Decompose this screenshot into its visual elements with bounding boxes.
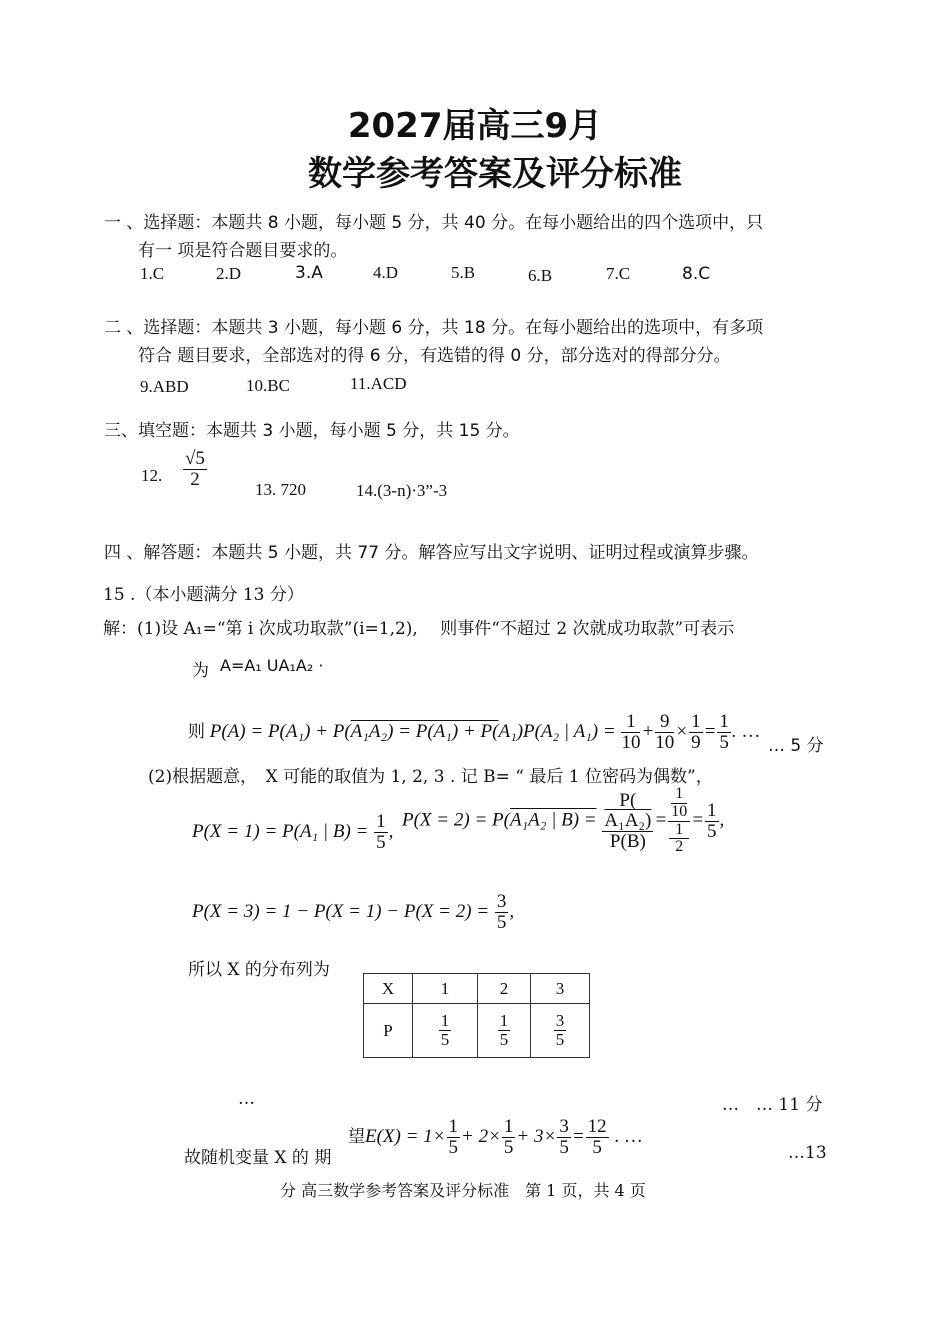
section2-heading-line2: 符合 题目要求，全部选对的得 6 分，有选错的得 0 分，部分选对的得部分分。: [138, 346, 731, 366]
answer-2: 2.D: [216, 264, 242, 283]
answer-11: 11.ACD: [350, 374, 407, 393]
expect-f2-den: 5: [503, 1136, 514, 1158]
px2-bignum-b: A₁A₂): [604, 809, 652, 831]
equation-px3: P(X = 3) = 1 − P(X = 1) − P(X = 2) = $\frac{3}{5}$ ,: [192, 891, 515, 933]
equation-px1: P(X = 1) = P(A₁ | B) = $\frac{1}{5}$ ,: [192, 811, 394, 853]
eq1-f4-den: 5: [719, 731, 729, 753]
answer-5: 5.B: [451, 263, 476, 282]
expect-f4-num: 12: [587, 1116, 607, 1137]
prob-num: 1: [499, 1011, 509, 1031]
q15-part1-line2-prefix: 为: [192, 661, 209, 681]
px3-lhs: P(X = 3) = 1 − P(X = 1) − P(X = 2) =: [192, 900, 490, 922]
table-header-row: [364, 974, 590, 1004]
answer-7: 7.C: [606, 264, 631, 283]
section3-heading: 三、填空题：本题共 3 小题，每小题 5 分，共 15 分。: [104, 421, 520, 441]
px2-cden-den: 2: [675, 838, 684, 856]
px2-rden: 5: [707, 820, 717, 842]
score-11: … … 11 分: [722, 1095, 823, 1115]
prob-den: 5: [499, 1030, 509, 1049]
eq1-f2-den: 10: [655, 731, 675, 753]
answer-6: 6.B: [528, 266, 553, 285]
answer-8: 8.C: [682, 264, 711, 284]
px2-bigden: P(B): [609, 830, 646, 852]
equation-pa: 则 P(A) = P(A₁) + P(A₁A₂) = P(A₁) + P(A₁)P(A₂ | A₁) = $\frac{1}{10}$ + $\frac{9}{10}$ × $\frac{1}{9}$ = $\frac{1}{5}$ . …: [188, 711, 761, 753]
expectation-prefix: 故随机变量 X 的 期: [184, 1148, 332, 1168]
equation-expectation: [348, 1117, 643, 1158]
q13-answer: 13. 720: [255, 480, 306, 499]
dots-left: …: [238, 1089, 255, 1109]
title-line-2: 数学参考答案及评分标准: [308, 154, 682, 194]
eq1-bar-a1-2: A₁)P(A₂ |: [498, 720, 574, 742]
px3-den: 5: [496, 911, 507, 933]
eq1-f3-den: 9: [691, 731, 701, 753]
px2-cnum-den: 10: [671, 802, 688, 820]
answer-9: 9.ABD: [140, 377, 189, 396]
px2-bignum-a: P(: [619, 789, 637, 811]
prob-num: 1: [440, 1011, 450, 1031]
distribution-intro: 所以 X 的分布列为: [188, 960, 330, 980]
eq1-f3-num: 1: [691, 711, 701, 732]
q15-header: 15 .（本小题满分 13 分）: [103, 585, 304, 605]
expect-term2: + 2×: [461, 1125, 501, 1147]
table-row-label: P: [364, 1004, 413, 1058]
answer-3: 3.A: [295, 263, 323, 283]
q12-numerator: √5: [185, 448, 205, 469]
table-cell: [478, 1004, 531, 1058]
px2-rnum: 1: [707, 799, 717, 821]
q15-event-formula: A=A₁ UA₁A₂ ·: [220, 656, 324, 675]
page-footer: 分 高三数学参考答案及评分标准 第 1 页，共 4 页: [280, 1181, 646, 1200]
q15-part1-line1: 解：(1)设 A₁=“第 i 次成功取款”(i=1,2), 则事件“不超过 2 次就成功取款”可表示: [103, 619, 735, 639]
eq1-f4-num: 1: [719, 711, 729, 732]
px1-den: 5: [376, 831, 386, 853]
prob-num: 3: [555, 1011, 565, 1031]
score-13: …13: [788, 1143, 827, 1163]
eq1-f1-den: 10: [621, 731, 641, 753]
eq1-score: … 5 分: [768, 736, 824, 756]
prob-den: 5: [555, 1030, 565, 1049]
table-header-cell: X: [364, 974, 413, 1004]
expect-term3: + 3×: [516, 1125, 557, 1147]
px2-mid: A₁A₂ | B) =: [509, 809, 597, 831]
px3-num: 3: [496, 891, 507, 912]
expect-f3-num: 3: [559, 1116, 569, 1137]
eq1-prefix: 则: [188, 721, 205, 742]
q12-answer-fraction: [182, 449, 208, 490]
table-row: [364, 1004, 590, 1058]
title-line-1: 2027届高三9月: [347, 106, 603, 146]
q15-part2-line: (2)根据题意， X 可能的取值为 1, 2, 3 . 记 B= “ 最后 1 位密码为偶数”，: [148, 767, 713, 787]
eq1-lhs: P(A) = P(A₁) + P(: [209, 720, 351, 742]
section4-heading: 四 、解答题：本题共 5 小题，共 77 分。解答应写出文字说明、证明过程或演算步骤。: [104, 543, 759, 563]
table-cell: [531, 1004, 590, 1058]
equation-px2: P(X = 2) = P(A₁A₂ | B) = P( A₁A₂) P(B) = 1 10 1 2 = $\frac{1}{5}$ ,: [402, 785, 725, 856]
answer-10: 10.BC: [246, 376, 290, 395]
px2-cnum-num: 1: [671, 786, 687, 804]
section1-heading-line1: 一 、选择题：本题共 8 小题，每小题 5 分，共 40 分。在每小题给出的四个选项中，只: [104, 213, 764, 233]
expect-f2-num: 1: [503, 1116, 514, 1137]
table-header-cell: 3: [531, 974, 590, 1004]
distribution-table: [363, 973, 590, 1058]
expect-f1-den: 5: [448, 1136, 459, 1158]
section1-heading-line2: 有一 项是符合题目要求的。: [138, 241, 348, 261]
table-cell: [413, 1004, 478, 1058]
expect-wang: 望: [348, 1126, 365, 1147]
prob-den: 5: [440, 1030, 450, 1049]
eq1-bar-a1-3: A₁) =: [573, 720, 616, 742]
answer-4: 4.D: [373, 263, 399, 282]
expect-f4-den: 5: [592, 1136, 602, 1158]
table-header-cell: 2: [478, 974, 531, 1004]
expect-dots: . …: [614, 1125, 643, 1147]
expect-f1-num: 1: [448, 1116, 459, 1137]
q12-label: 12.: [141, 466, 163, 485]
eq1-dots: …: [741, 720, 761, 742]
eq1-bar-a1-1: A₁A₂) = P(A₁) + P(: [350, 720, 499, 742]
expect-formula: E(X) = 1×: [365, 1125, 446, 1147]
expect-eq: =: [571, 1125, 585, 1147]
px1-lhs: P(X = 1) = P(A₁ | B) =: [192, 820, 369, 842]
expect-f3-den: 5: [559, 1136, 569, 1158]
table-header-cell: 1: [413, 974, 478, 1004]
eq1-f1-num: 1: [621, 712, 640, 733]
q14-answer: 14.(3-n)·3”-3: [356, 481, 448, 500]
answer-1: 1.C: [140, 264, 165, 283]
px2-lhs: P(X = 2) = P(: [402, 809, 510, 831]
q12-denominator: 2: [190, 468, 200, 490]
px2-cden-num: 1: [669, 822, 689, 840]
px1-num: 1: [376, 811, 386, 832]
section2-heading-line1: 二 、选择题：本题共 3 小题，每小题 6 分，共 18 分。在每小题给出的选项中，有多项: [104, 318, 764, 338]
eq1-f2-num: 9: [655, 712, 674, 733]
